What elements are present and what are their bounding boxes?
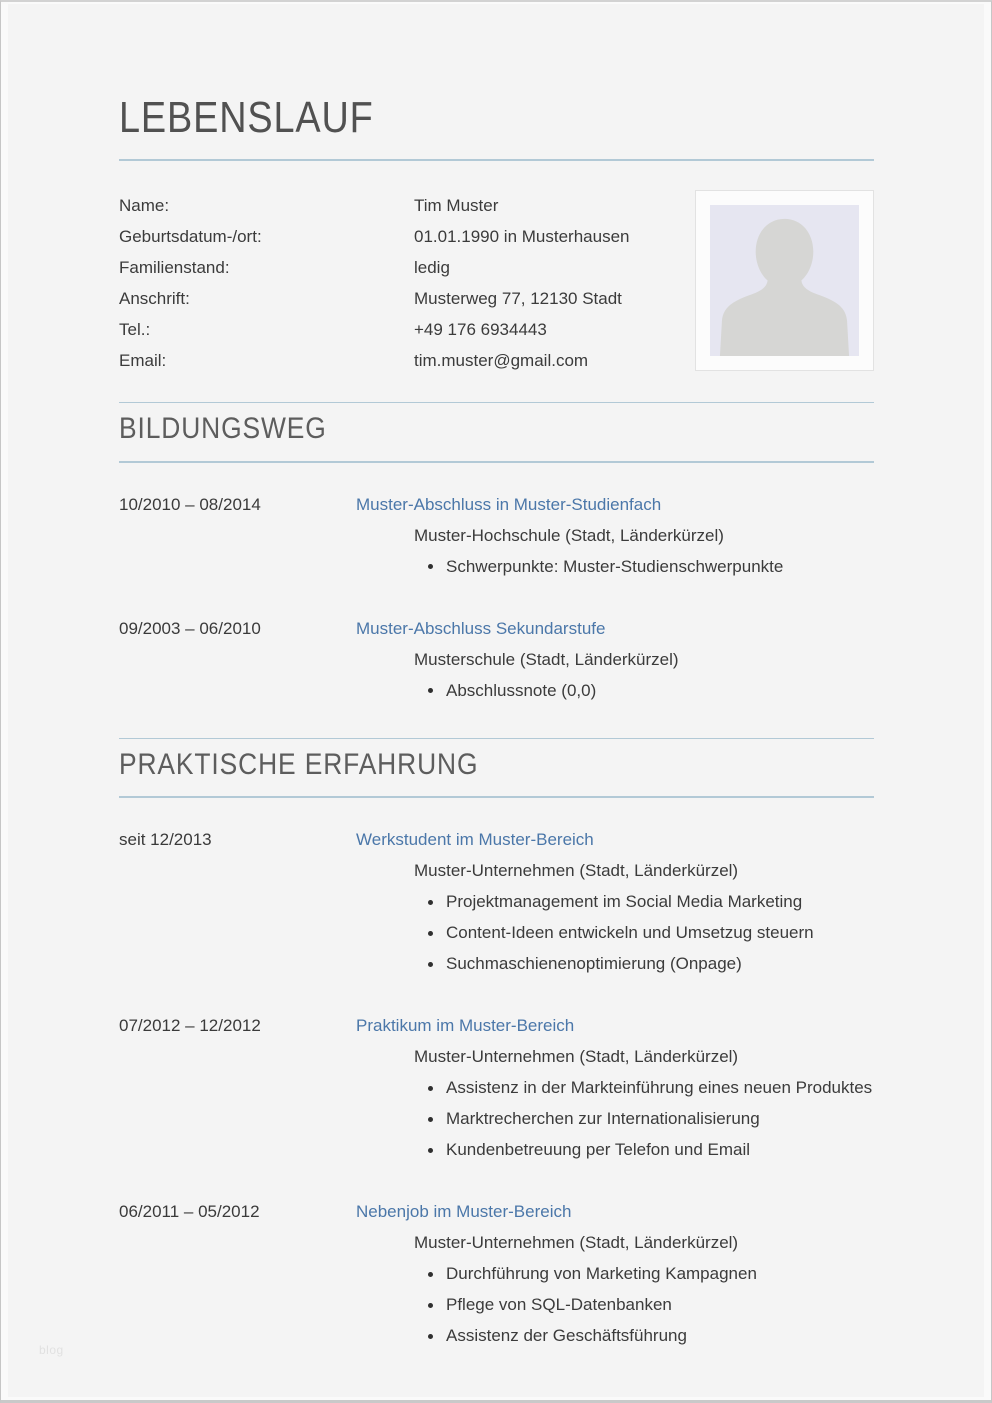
cv-content bbox=[119, 4, 874, 1357]
entry-title: Muster-Abschluss Sekundarstufe bbox=[356, 618, 606, 638]
info-label: Email: bbox=[119, 351, 167, 370]
cv-entry bbox=[119, 1196, 874, 1351]
bullet-item bbox=[428, 1320, 874, 1351]
bullet-icon bbox=[428, 962, 433, 967]
entry-date: seit 12/2013 bbox=[119, 830, 212, 849]
cv-entry bbox=[119, 489, 874, 582]
bullet-icon bbox=[428, 1303, 433, 1308]
cv-entry bbox=[119, 1010, 874, 1165]
bullet-text: Schwerpunkte: Muster-Studienschwerpunkte bbox=[446, 556, 784, 576]
bullet-text: Projektmanagement im Social Media Marketing bbox=[446, 892, 803, 911]
section-heading-block bbox=[119, 402, 874, 463]
bullet-icon bbox=[428, 1086, 433, 1091]
entry-title: Praktikum im Muster-Bereich bbox=[356, 1016, 575, 1035]
section-entries bbox=[119, 798, 874, 1357]
bullet-text: Kundenbetreuung per Telefon und Email bbox=[446, 1140, 751, 1159]
bullet-text: Durchführung von Marketing Kampagnen bbox=[446, 1264, 757, 1283]
entry-bullets bbox=[356, 551, 874, 582]
bullet-text: Assistenz in der Markteinführung eines neuen Produktes bbox=[446, 1078, 873, 1097]
bullet-icon bbox=[428, 1117, 433, 1122]
bullet-item bbox=[428, 1134, 874, 1165]
entry-bullets bbox=[356, 1258, 874, 1351]
cv-sections bbox=[119, 402, 874, 1357]
bullet-text: Suchmaschienenoptimierung (Onpage) bbox=[446, 954, 742, 973]
page-title: LEBENSLAUF bbox=[119, 93, 374, 142]
entry-date: 06/2011 – 05/2012 bbox=[119, 1202, 260, 1221]
title-divider bbox=[119, 159, 874, 161]
entry-title: Muster-Abschluss in Muster-Studienfach bbox=[356, 494, 662, 514]
bullet-icon bbox=[428, 1148, 433, 1153]
entry-title: Nebenjob im Muster-Bereich bbox=[356, 1202, 572, 1221]
bullet-icon bbox=[428, 900, 433, 905]
bullet-item bbox=[428, 917, 874, 948]
bullet-item bbox=[428, 1289, 874, 1320]
bullet-icon bbox=[428, 1334, 433, 1339]
cv-section bbox=[119, 738, 874, 1358]
bullet-text: Abschlussnote (0,0) bbox=[446, 680, 597, 700]
entry-subtitle: Muster-Unternehmen (Stadt, Länderkürzel) bbox=[414, 861, 739, 880]
info-label: Name: bbox=[119, 196, 170, 215]
bullet-item bbox=[428, 948, 874, 979]
watermark: blog bbox=[39, 1343, 64, 1357]
photo-image-area bbox=[710, 205, 859, 356]
entry-subtitle: Muster-Unternehmen (Stadt, Länderkürzel) bbox=[414, 1047, 739, 1066]
entry-body bbox=[356, 489, 874, 582]
entry-bullets bbox=[356, 675, 874, 706]
entry-body bbox=[356, 824, 874, 979]
bullet-icon bbox=[428, 688, 433, 693]
entry-body bbox=[356, 613, 874, 706]
entry-date: 09/2003 – 06/2010 bbox=[119, 618, 261, 638]
bullet-item bbox=[428, 551, 874, 582]
bullet-text: Content-Ideen entwickeln und Umsetzug steuern bbox=[446, 923, 814, 942]
entry-title: Werkstudent im Muster-Bereich bbox=[356, 830, 594, 849]
bullet-item bbox=[428, 1103, 874, 1134]
bullet-icon bbox=[428, 931, 433, 936]
info-label: Familienstand: bbox=[119, 258, 230, 277]
entry-body bbox=[356, 1196, 874, 1351]
entry-bullets bbox=[356, 1072, 874, 1165]
bullet-item bbox=[428, 1258, 874, 1289]
bullet-item bbox=[428, 675, 874, 706]
bullet-item bbox=[428, 886, 874, 917]
info-value: 01.01.1990 in Musterhausen bbox=[414, 227, 630, 246]
section-heading-block bbox=[119, 738, 874, 799]
entry-subtitle: Muster-Hochschule (Stadt, Länderkürzel) bbox=[414, 525, 724, 545]
entry-subtitle: Muster-Unternehmen (Stadt, Länderkürzel) bbox=[414, 1233, 739, 1252]
section-heading: BILDUNGSWEG bbox=[119, 412, 327, 445]
info-value: Musterweg 77, 12130 Stadt bbox=[414, 289, 622, 308]
cv-section bbox=[119, 402, 874, 712]
cv-entry bbox=[119, 824, 874, 979]
entry-date: 10/2010 – 08/2014 bbox=[119, 494, 261, 514]
entry-bullets bbox=[356, 886, 874, 979]
bullet-text: Pflege von SQL-Datenbanken bbox=[446, 1295, 672, 1314]
info-label: Anschrift: bbox=[119, 289, 190, 308]
bullet-icon bbox=[428, 564, 433, 569]
entry-date: 07/2012 – 12/2012 bbox=[119, 1016, 261, 1035]
info-label: Tel.: bbox=[119, 320, 151, 339]
section-entries bbox=[119, 463, 874, 712]
info-value: ledig bbox=[414, 258, 450, 277]
section-heading: PRAKTISCHE ERFAHRUNG bbox=[119, 747, 479, 781]
bullet-item bbox=[428, 1072, 874, 1103]
personal-info-section bbox=[119, 190, 874, 376]
person-silhouette-icon bbox=[710, 205, 859, 356]
bullet-text: Marktrecherchen zur Internationalisierung bbox=[446, 1109, 760, 1128]
cv-entry bbox=[119, 613, 874, 706]
cv-page bbox=[8, 4, 984, 1397]
info-value: tim.muster@gmail.com bbox=[414, 351, 589, 370]
photo-placeholder bbox=[695, 190, 874, 371]
bullet-text: Assistenz der Geschäftsführung bbox=[446, 1326, 687, 1345]
bullet-icon bbox=[428, 1272, 433, 1277]
info-value: Tim Muster bbox=[414, 196, 499, 215]
info-value: +49 176 6934443 bbox=[414, 320, 547, 339]
entry-body bbox=[356, 1010, 874, 1165]
info-label: Geburtsdatum-/ort: bbox=[119, 227, 262, 246]
entry-subtitle: Musterschule (Stadt, Länderkürzel) bbox=[414, 649, 679, 669]
